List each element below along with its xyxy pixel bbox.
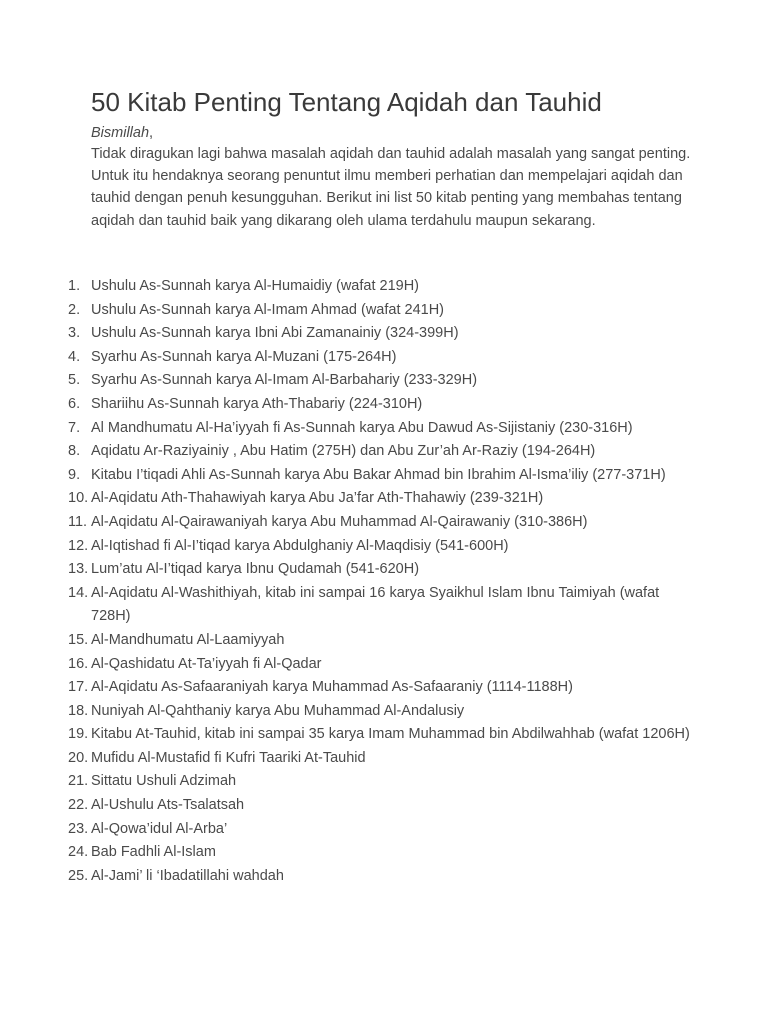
- kitab-list: [0, 275, 768, 888]
- list-item: [0, 322, 691, 346]
- list-item: [0, 794, 691, 818]
- list-item-text: Al-Aqidatu As-Safaaraniyah karya Muhammad As-Safaaraniy (1114-1188H): [91, 679, 573, 696]
- list-item-number: 18.: [68, 702, 89, 719]
- list-item-number: 12.: [68, 537, 89, 554]
- list-item-text: Al-Jami’ li ‘Ibadatillahi wahdah: [91, 867, 284, 884]
- list-item-number: 15.: [68, 631, 89, 648]
- list-item-text: Al-Ushulu Ats-Tsalatsah: [91, 797, 245, 814]
- list-item-text: Ushulu As-Sunnah karya Al-Imam Ahmad (wafat 241H): [91, 301, 444, 318]
- list-item-text: Al-Qashidatu At-Ta’iyyah fi Al-Qadar: [91, 655, 322, 672]
- document-title: 50 Kitab Penting Tentang Aqidah dan Tauhid: [91, 87, 602, 117]
- list-item-number: 21.: [68, 773, 89, 790]
- list-item-number: 25.: [68, 867, 89, 884]
- list-item: [0, 393, 691, 417]
- greeting-text: Bismillah: [91, 125, 150, 141]
- list-item-number: 14.: [68, 584, 89, 601]
- greeting-suffix: ,: [149, 125, 154, 141]
- list-item-text: Al-Aqidatu Al-Washithiyah, kitab ini sampai 16 karya Syaikhul Islam Ibnu Taimiyah (wafat 728H): [91, 584, 660, 625]
- list-item-number: 11.: [68, 513, 88, 530]
- greeting: [91, 122, 153, 144]
- list-item-text: Bab Fadhli Al-Islam: [91, 844, 216, 861]
- list-item-number: 6.: [68, 395, 81, 412]
- list-item-text: Ushulu As-Sunnah karya Al-Humaidiy (wafat 219H): [91, 278, 420, 294]
- list-item-text: Syarhu As-Sunnah karya Al-Muzani (175-264H): [91, 348, 397, 365]
- list-item: [0, 770, 691, 794]
- list-item: [0, 653, 691, 677]
- list-item: [0, 558, 691, 582]
- list-item: [0, 346, 691, 370]
- list-item: [0, 818, 691, 842]
- list-item: [0, 440, 691, 464]
- list-item-number: 10.: [68, 490, 89, 507]
- list-item-text: Nuniyah Al-Qahthaniy karya Abu Muhammad Al-Andalusiy: [91, 702, 465, 719]
- list-item-number: 4.: [68, 348, 81, 365]
- list-item: [0, 629, 691, 653]
- list-item: [0, 299, 691, 323]
- list-item-number: 20.: [68, 749, 89, 766]
- list-item-number: 16.: [68, 655, 89, 672]
- list-item-number: 24.: [68, 844, 89, 861]
- list-item: [0, 582, 691, 629]
- list-item-text: Al-Qowa’idul Al-Arba’: [91, 820, 228, 837]
- list-item-number: 7.: [68, 419, 81, 436]
- list-item: [0, 417, 691, 441]
- list-item-number: 9.: [68, 466, 81, 483]
- list-item-number: 8.: [68, 443, 81, 460]
- list-item-text: Lum’atu Al-I’tiqad karya Ibnu Qudamah (541-620H): [91, 561, 420, 578]
- list-item: [0, 369, 691, 393]
- list-item-text: Al-Iqtishad fi Al-I’tiqad karya Abdulghaniy Al-Maqdisiy (541-600H): [91, 537, 509, 554]
- list-item: [0, 865, 691, 889]
- list-item: [0, 275, 691, 299]
- list-item: [0, 464, 691, 488]
- list-item: [0, 747, 691, 771]
- list-item-number: 13.: [68, 561, 89, 578]
- list-item: [0, 511, 691, 535]
- list-item-number: 1.: [68, 278, 81, 294]
- list-item-number: 23.: [68, 820, 89, 837]
- list-item-text: Kitabu I’tiqadi Ahli As-Sunnah karya Abu Bakar Ahmad bin Ibrahim Al-Isma’iliy (277-371H): [91, 466, 666, 483]
- list-item-number: 3.: [68, 325, 81, 342]
- list-item: [0, 700, 691, 724]
- list-item-number: 22.: [68, 797, 89, 814]
- list-item: [0, 841, 691, 865]
- list-item-text: Sittatu Ushuli Adzimah: [91, 773, 237, 790]
- list-item-text: Al Mandhumatu Al-Ha’iyyah fi As-Sunnah karya Abu Dawud As-Sijistaniy (230-316H): [91, 419, 633, 436]
- list-item-text: Syarhu As-Sunnah karya Al-Imam Al-Barbahariy (233-329H): [91, 372, 478, 389]
- intro-paragraph: Tidak diragukan lagi bahwa masalah aqidah dan tauhid adalah masalah yang sangat penting. Untuk itu hendaknya seorang penuntut ilmu memberi perhatian dan mempelajari aqidah dan tauhid dengan penuh kesungguhan. Berikut ini list 50 kitab penting yang membahas tentang aqidah dan tauhid baik yang dikarang oleh ulama terdahulu maupun sekarang.: [91, 146, 691, 229]
- list-item: [0, 487, 691, 511]
- list-item: [0, 723, 691, 747]
- list-item: [0, 676, 691, 700]
- list-item-text: Aqidatu Ar-Raziyainiy , Abu Hatim (275H) dan Abu Zur’ah Ar-Raziy (194-264H): [91, 443, 596, 460]
- list-item-text: Kitabu At-Tauhid, kitab ini sampai 35 karya Imam Muhammad bin Abdilwahhab (wafat 1206H): [91, 726, 690, 743]
- list-item-number: 5.: [68, 372, 81, 389]
- list-item: [0, 535, 691, 559]
- list-item-text: Shariihu As-Sunnah karya Ath-Thabariy (224-310H): [91, 395, 423, 412]
- list-item-text: Al-Aqidatu Ath-Thahawiyah karya Abu Ja’far Ath-Thahawiy (239-321H): [91, 490, 544, 507]
- list-item-text: Mufidu Al-Mustafid fi Kufri Taariki At-Tauhid: [91, 749, 366, 766]
- list-item-number: 2.: [68, 301, 81, 318]
- list-item-text: Al-Aqidatu Al-Qairawaniyah karya Abu Muhammad Al-Qairawaniy (310-386H): [91, 513, 588, 530]
- list-item-text: Al-Mandhumatu Al-Laamiyyah: [91, 631, 285, 648]
- list-item-number: 17.: [68, 679, 89, 696]
- list-item-text: Ushulu As-Sunnah karya Ibni Abi Zamanainiy (324-399H): [91, 325, 459, 342]
- list-item-number: 19.: [68, 726, 89, 743]
